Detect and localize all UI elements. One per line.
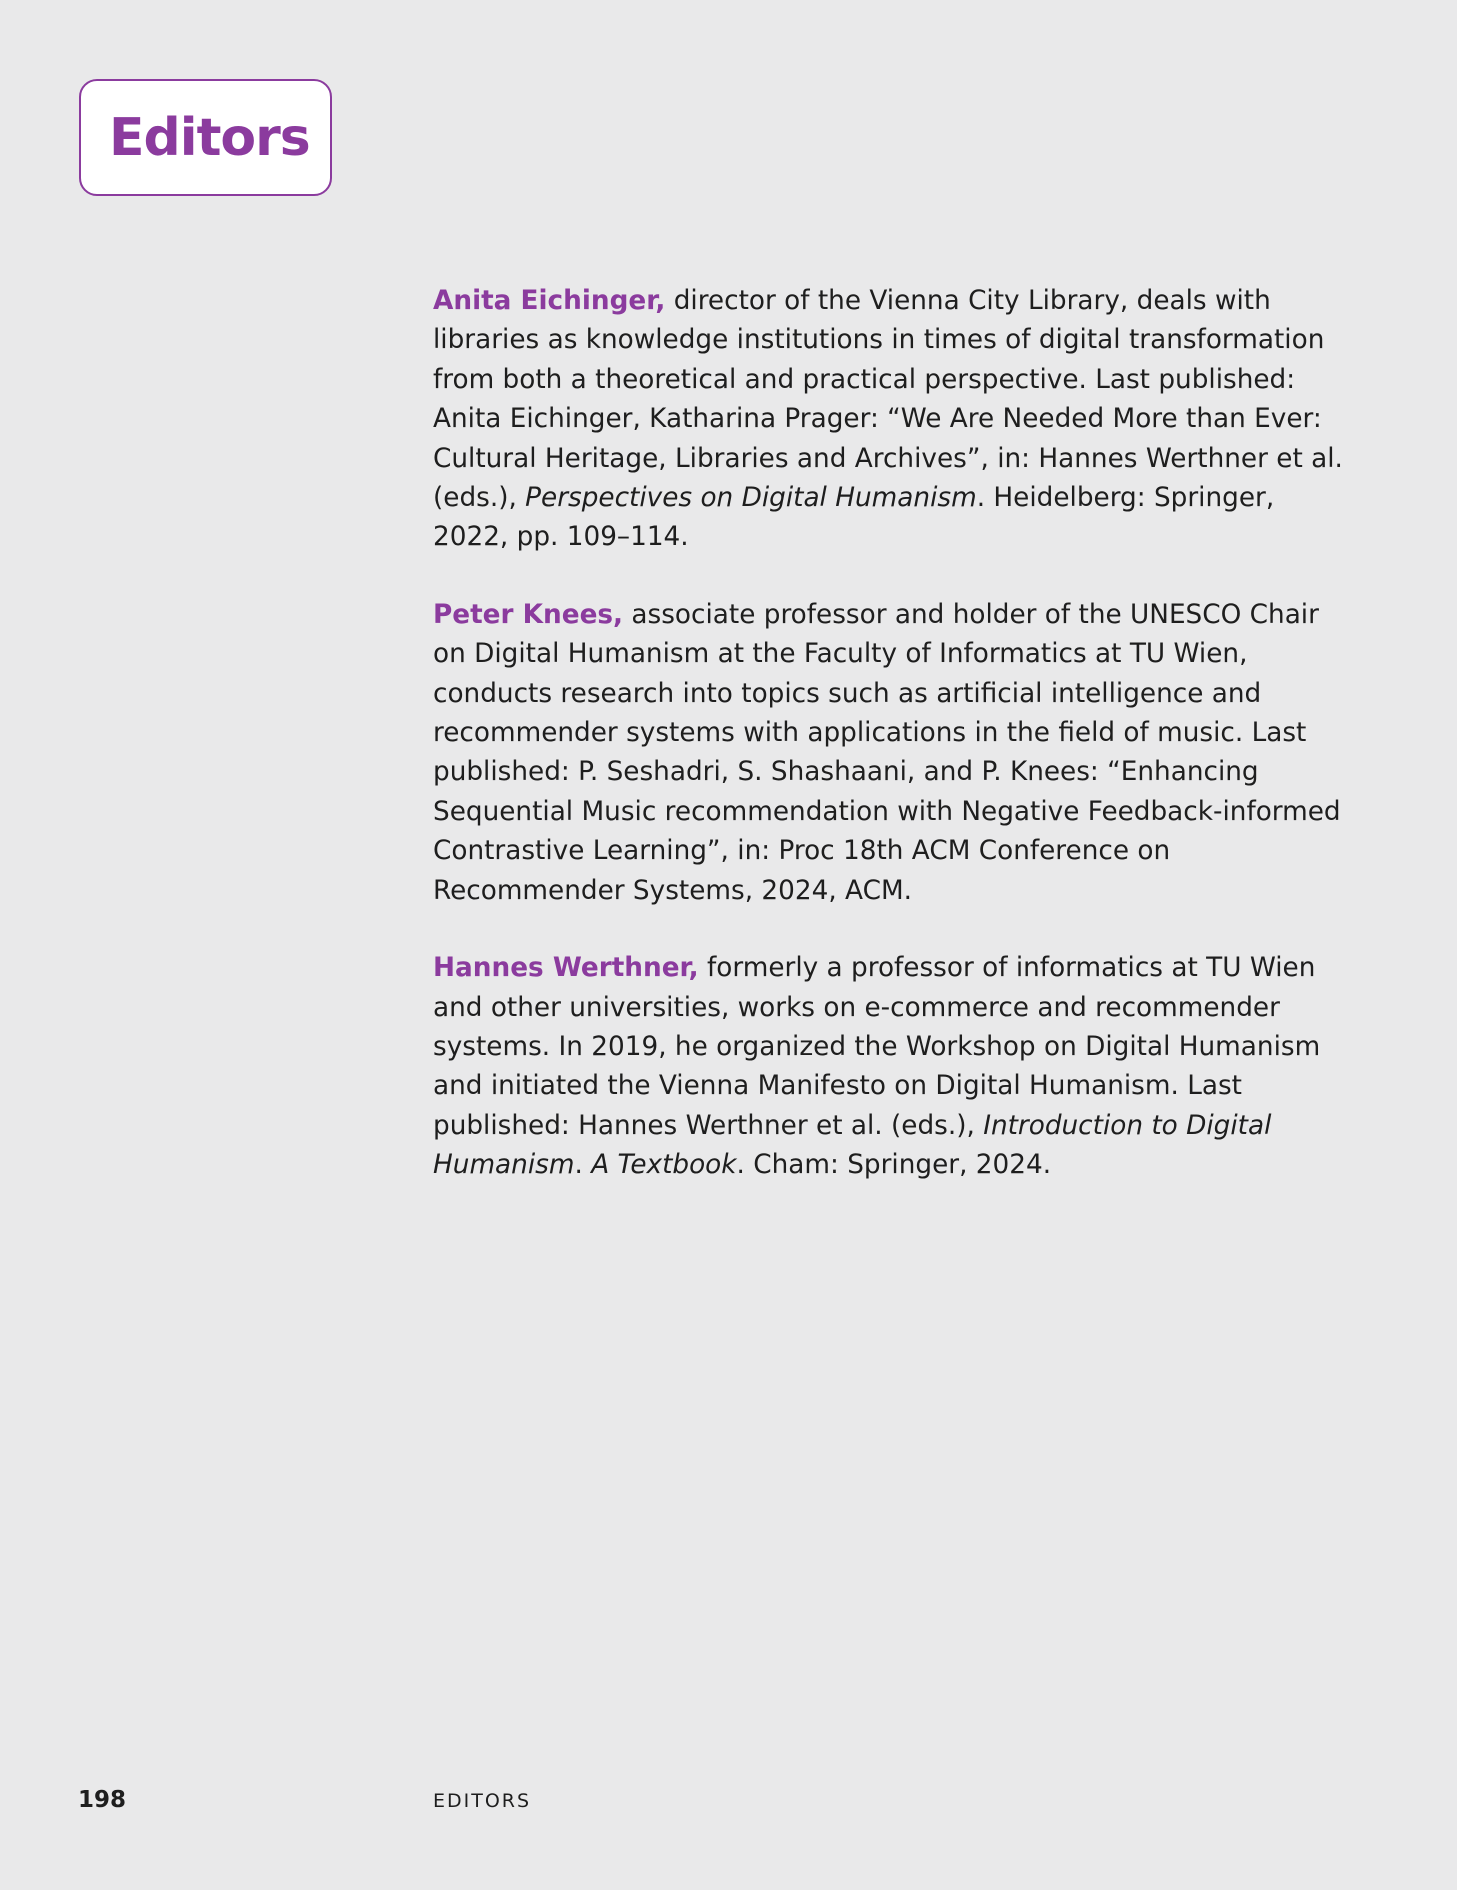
bio-text: . Heidelberg: Springer, 2022, pp. 109–114. [433, 483, 1275, 553]
bio-anita-eichinger [433, 282, 1343, 558]
bio-name: Anita Eichinger, [433, 286, 666, 316]
editor-bios [433, 282, 1343, 1224]
bio-text: . Cham: Springer, 2024. [736, 1150, 1052, 1181]
bio-book-title: Perspectives on Digital Humanism [525, 483, 977, 514]
bio-text: associate professor and holder of the UNESCO Chair on Digital Humanism at the Faculty of Informatics at TU Wien, conducts research into topics such as artificial intelligence and recommender systems with applications in the field of music. Last published: P. Seshadri, S. Shashaani, and P. Knees: “Enhancing Sequential Music recommendation with Negative Feedback-informed Contrastive Learning”, in: Proc 18th ACM Conference on Recommender Systems, 2024, ACM. [433, 599, 1341, 906]
bio-peter-knees [433, 596, 1343, 911]
bio-book-title: Introduction to Digital Humanism [433, 1110, 1272, 1181]
title-box [79, 79, 332, 196]
page-number: 198 [78, 1787, 127, 1813]
bio-text: formerly a professor of informatics at TU Wien and other universities, works on e-commerce and recommender systems. In 2019, he organized the Workshop on Digital Humanism and initiated the Vienna Manifesto on Digital Humanism. Last published: Hannes Werthner et al. (eds.), [433, 953, 1321, 1141]
bio-hannes-werthner [433, 949, 1343, 1185]
page-title: Editors [109, 107, 310, 168]
bio-name: Hannes Werthner, [433, 953, 699, 984]
bio-book-subtitle: A Textbook [591, 1150, 737, 1181]
bio-name: Peter Knees, [433, 599, 624, 630]
running-head: EDITORS [433, 1790, 532, 1812]
bio-text: director of the Vienna City Library, deals with libraries as knowledge institutions in times of digital transformation from both a theoretical and practical perspective. Last published: Anita Eichinger, Katharina Prager: “We Are Needed More than Ever: Cultural Heritage, Libraries and Archives”, in: Hannes Werthner et al. (eds.), [433, 286, 1343, 514]
bio-text: . [574, 1150, 592, 1181]
